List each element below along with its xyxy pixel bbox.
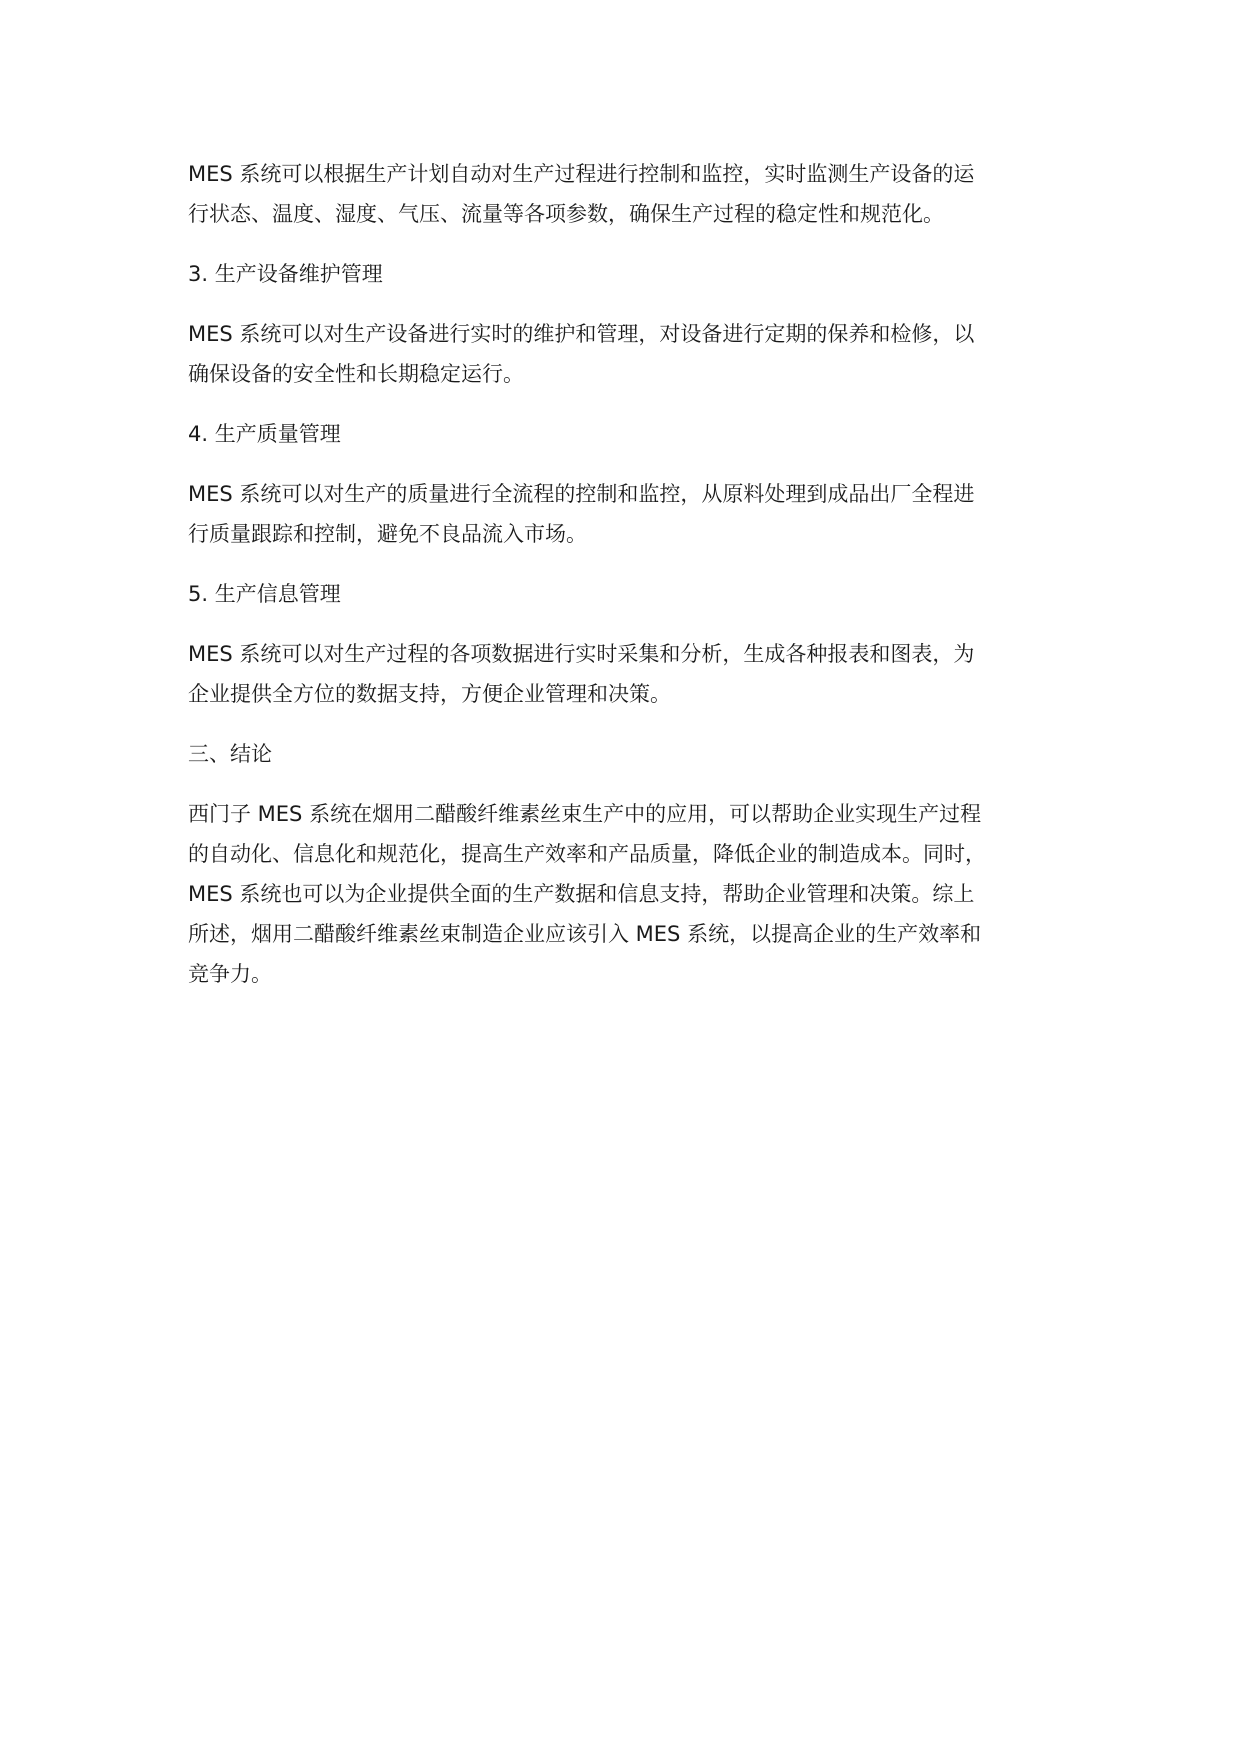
paragraph-information-management (188, 634, 1078, 714)
heading-text: 三、结论 (188, 742, 272, 766)
text-line: 行状态、温度、湿度、气压、流量等各项参数，确保生产过程的稳定性和规范化。 (188, 202, 944, 226)
document-body (188, 154, 1078, 1014)
text-line: MES 系统可以对生产设备进行实时的维护和管理，对设备进行定期的保养和检修，以 (188, 322, 975, 346)
section-heading-information-management (188, 574, 1078, 614)
paragraph-process-control (188, 154, 1078, 234)
section-heading-equipment-maintenance (188, 254, 1078, 294)
text-line: 西门子 MES 系统在烟用二醋酸纤维素丝束生产中的应用，可以帮助企业实现生产过程 (188, 802, 982, 826)
paragraph-conclusion (188, 794, 1078, 994)
paragraph-equipment-maintenance (188, 314, 1078, 394)
text-line: MES 系统可以对生产过程的各项数据进行实时采集和分析，生成各种报表和图表，为 (188, 642, 975, 666)
text-line: 的自动化、信息化和规范化，提高生产效率和产品质量，降低企业的制造成本。同时， (188, 842, 986, 866)
paragraph-quality-management (188, 474, 1078, 554)
section-heading-conclusion (188, 734, 1078, 774)
text-line: 竞争力。 (188, 962, 272, 986)
section-heading-quality-management (188, 414, 1078, 454)
heading-text: 4. 生产质量管理 (188, 422, 341, 446)
heading-text: 5. 生产信息管理 (188, 582, 341, 606)
text-line: 所述，烟用二醋酸纤维素丝束制造企业应该引入 MES 系统，以提高企业的生产效率和 (188, 922, 982, 946)
text-line: 企业提供全方位的数据支持，方便企业管理和决策。 (188, 682, 671, 706)
text-line: MES 系统也可以为企业提供全面的生产数据和信息支持，帮助企业管理和决策。综上 (188, 882, 975, 906)
text-line: MES 系统可以对生产的质量进行全流程的控制和监控，从原料处理到成品出厂全程进 (188, 482, 975, 506)
text-line: 确保设备的安全性和长期稳定运行。 (188, 362, 524, 386)
heading-text: 3. 生产设备维护管理 (188, 262, 383, 286)
text-line: MES 系统可以根据生产计划自动对生产过程进行控制和监控，实时监测生产设备的运 (188, 162, 975, 186)
text-line: 行质量跟踪和控制，避免不良品流入市场。 (188, 522, 587, 546)
